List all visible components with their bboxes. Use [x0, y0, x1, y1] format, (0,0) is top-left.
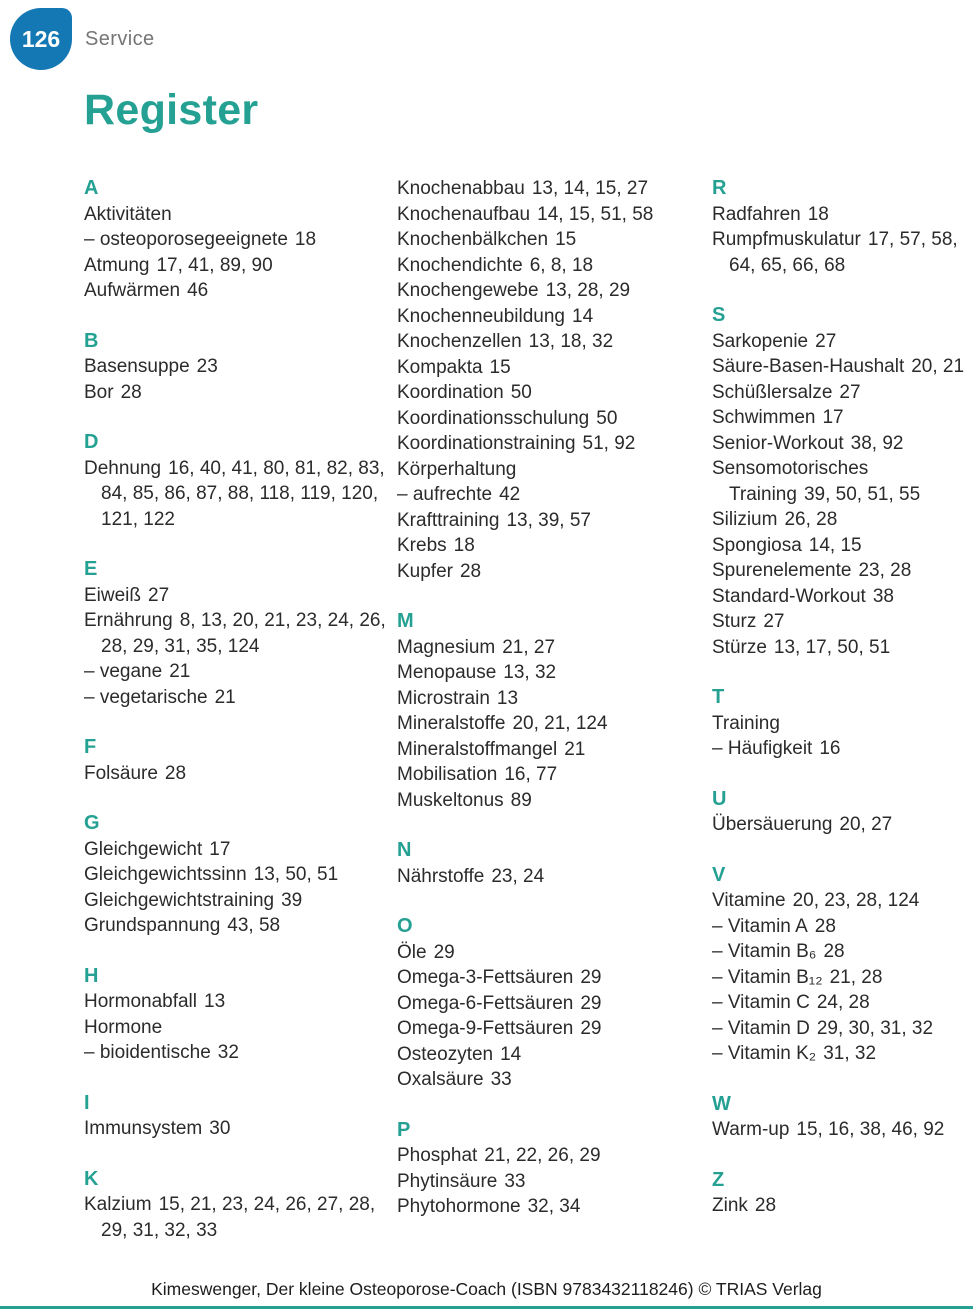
entry-term: Aufwärmen	[84, 280, 181, 301]
entry-pages: 30	[209, 1118, 231, 1139]
index-entry	[397, 788, 704, 814]
section-letter: P	[397, 1118, 411, 1141]
index-entry	[712, 609, 969, 635]
index-entry	[397, 431, 704, 457]
index-entry	[84, 888, 389, 914]
entry-pages: 20, 23, 28, 124	[792, 890, 920, 911]
entry-term: Gleichgewichtssinn	[84, 864, 247, 885]
entry-term: Sarkopenie	[712, 330, 809, 352]
section-letter: T	[712, 686, 725, 708]
entry-term: Dehnung	[84, 457, 162, 479]
index-section	[397, 609, 704, 813]
entry-pages: 38	[872, 585, 894, 607]
index-entry	[84, 253, 389, 279]
index-section	[712, 303, 969, 660]
entry-pages: 43, 58	[227, 915, 281, 936]
entry-pages: 17	[209, 838, 231, 860]
entry-pages: 23, 24	[491, 865, 545, 887]
entry-term: Bor	[84, 381, 114, 403]
index-entry	[397, 406, 704, 432]
index-entry	[712, 1041, 969, 1067]
entry-term: Koordinationsschulung	[397, 407, 590, 429]
index-entry	[84, 354, 389, 380]
entry-pages: 13, 28, 29	[545, 280, 631, 301]
section-letter: S	[712, 304, 726, 326]
entry-pages: 32, 34	[527, 1196, 581, 1217]
index-entry	[712, 380, 969, 406]
entry-term: Knochenabbau	[397, 178, 525, 199]
index-entry	[712, 227, 969, 278]
index-entry	[397, 304, 704, 330]
entry-term: Gleichgewicht	[84, 838, 203, 860]
entry-pages: 51, 92	[582, 433, 636, 454]
index-entry	[397, 559, 704, 585]
entry-pages: 28	[823, 941, 845, 962]
entry-pages: 50	[596, 407, 618, 429]
entry-term: – Vitamin B₁₂	[712, 966, 823, 988]
entry-pages: 28	[459, 560, 482, 582]
entry-term: Kalzium	[84, 1194, 152, 1215]
index-entry	[397, 457, 704, 483]
entry-pages: 18	[294, 229, 317, 250]
index-section	[712, 1168, 969, 1219]
entry-term: Vitamine	[712, 890, 786, 911]
index-entry	[712, 329, 969, 355]
index-entry	[84, 1040, 389, 1066]
index-section	[84, 430, 389, 532]
index-entry	[397, 253, 704, 279]
index-entry	[712, 914, 969, 940]
index-entry	[397, 1169, 704, 1195]
entry-term: Atmung	[84, 254, 150, 276]
index-entry	[712, 736, 969, 762]
section-letter: H	[84, 964, 99, 987]
index-entry	[397, 1016, 704, 1042]
index-entry	[397, 635, 704, 661]
index-entry	[84, 456, 389, 533]
entry-term: Folsäure	[84, 762, 158, 784]
index-entry	[712, 635, 969, 661]
entry-pages: 28	[754, 1195, 777, 1216]
entry-pages: 13, 32	[503, 662, 557, 683]
index-entry	[84, 1015, 389, 1041]
entry-pages: 29	[580, 1018, 602, 1039]
index-entry	[397, 355, 704, 381]
footer-credit: Kimeswenger, Der kleine Osteoporose-Coach (ISBN 9783432118246) © TRIAS Verlag	[151, 1279, 822, 1299]
entry-term: – Vitamin C	[712, 992, 810, 1013]
index-entry	[397, 329, 704, 355]
entry-term: Krafttraining	[397, 509, 500, 531]
page-header	[10, 8, 155, 70]
entry-pages: 29	[580, 992, 602, 1014]
index-entry	[712, 533, 969, 559]
page-number-badge	[10, 8, 72, 70]
entry-pages: 6, 8, 18	[529, 254, 594, 276]
entry-pages: 31, 32	[823, 1043, 877, 1064]
index-entry	[84, 227, 389, 253]
entry-term: Muskeltonus	[397, 789, 504, 811]
entry-term: Körperhaltung	[397, 458, 517, 480]
entry-pages: 17, 41, 89, 90	[156, 254, 273, 276]
section-letter: G	[84, 812, 100, 834]
entry-pages: 15	[489, 356, 511, 378]
entry-pages: 26, 28	[784, 509, 838, 530]
entry-pages: 32	[217, 1042, 239, 1063]
index-entry	[712, 1193, 969, 1219]
entry-pages: 23, 28	[858, 560, 912, 581]
entry-term: Kupfer	[397, 560, 453, 582]
section-letter: U	[712, 787, 727, 810]
entry-pages: 27	[815, 330, 837, 352]
entry-pages: 18	[453, 535, 475, 556]
index-entry	[397, 762, 704, 788]
entry-pages: 23	[196, 356, 218, 377]
index-entry	[84, 913, 389, 939]
index-entry	[84, 1192, 389, 1243]
index-column	[84, 176, 389, 1243]
index-entry	[84, 583, 389, 609]
entry-term: Hormone	[84, 1016, 163, 1038]
entry-pages: 13	[496, 687, 519, 709]
index-entry	[397, 533, 704, 559]
index-section	[84, 176, 389, 304]
index-entry	[84, 862, 389, 888]
index-entry	[712, 558, 969, 584]
entry-term: Krebs	[397, 535, 447, 556]
entry-term: Grundspannung	[84, 915, 221, 936]
entry-term: – Vitamin K₂	[712, 1043, 817, 1064]
index-column	[712, 176, 969, 1219]
entry-term: Phosphat	[397, 1145, 478, 1166]
index-entry	[712, 1016, 969, 1042]
index-section	[712, 685, 969, 762]
entry-pages: 18	[807, 203, 829, 225]
entry-pages: 27	[148, 584, 170, 606]
index-entry	[712, 354, 969, 380]
entry-pages: 14	[572, 305, 594, 327]
entry-term: Schwimmen	[712, 407, 816, 428]
section-letter: M	[397, 610, 414, 632]
entry-pages: 13, 39, 57	[506, 509, 591, 531]
entry-pages: 14, 15, 51, 58	[537, 203, 654, 225]
index-section	[397, 914, 704, 1093]
entry-term: Stürze	[712, 636, 767, 658]
index-entry	[397, 737, 704, 763]
index-entry	[712, 888, 969, 914]
entry-term: – Vitamin D	[712, 1017, 810, 1039]
entry-pages: 21, 28	[829, 966, 883, 988]
section-letter: R	[712, 177, 727, 199]
register-index	[84, 176, 969, 1243]
entry-pages: 27	[763, 611, 785, 632]
entry-pages: 15, 16, 38, 46, 92	[796, 1119, 945, 1140]
index-entry	[712, 812, 969, 838]
entry-pages: 89	[510, 789, 532, 811]
entry-pages: 21	[214, 686, 236, 708]
entry-pages: 15, 21, 23, 24, 26, 27, 28, 29, 31, 32, 33	[101, 1194, 376, 1241]
index-entry	[712, 965, 969, 991]
entry-pages: 21	[564, 738, 586, 760]
index-entry	[397, 278, 704, 304]
entry-term: Schüßlersalze	[712, 381, 833, 403]
index-section	[712, 176, 969, 278]
index-entry	[712, 456, 969, 507]
entry-term: Sturz	[712, 611, 757, 632]
section-letter: K	[84, 1167, 99, 1190]
entry-pages: 21	[169, 661, 191, 682]
entry-pages: 42	[499, 484, 521, 505]
entry-pages: 13	[204, 991, 226, 1012]
index-entry	[397, 202, 704, 228]
entry-pages: 29, 30, 31, 32	[816, 1017, 934, 1039]
entry-term: Phytinsäure	[397, 1170, 498, 1192]
index-entry	[84, 761, 389, 787]
entry-term: – Vitamin A	[712, 915, 808, 937]
entry-term: Omega-3-Fettsäuren	[397, 967, 574, 988]
index-entry	[397, 508, 704, 534]
index-entry	[84, 278, 389, 304]
entry-term: Radfahren	[712, 203, 801, 225]
entry-pages: 13, 17, 50, 51	[773, 636, 891, 658]
entry-term: Spongiosa	[712, 534, 802, 556]
page-number: 126	[21, 25, 61, 52]
index-entry	[397, 1143, 704, 1169]
index-entry	[397, 940, 704, 966]
index-section	[84, 811, 389, 939]
section-letter: V	[712, 863, 726, 886]
index-entry	[397, 1042, 704, 1068]
entry-term: Ernährung	[84, 610, 173, 631]
section-letter: Z	[712, 1168, 725, 1191]
section-letter: F	[84, 736, 97, 758]
entry-term: Koordinationstraining	[397, 433, 576, 454]
entry-term: Kompakta	[397, 356, 483, 378]
entry-pages: 15	[555, 229, 577, 250]
entry-pages: 16, 40, 41, 80, 81, 82, 83, 84, 85, 86, 87, 88, 118, 119, 120, 121, 122	[101, 457, 385, 530]
index-column	[397, 176, 704, 1220]
section-letter: B	[84, 329, 99, 352]
entry-term: Omega-9-Fettsäuren	[397, 1018, 574, 1039]
entry-term: Mineralstoffe	[397, 713, 506, 734]
entry-pages: 21, 27	[502, 636, 556, 658]
entry-pages: 29	[580, 967, 602, 988]
entry-term: Zink	[712, 1195, 748, 1216]
index-entry	[397, 1194, 704, 1220]
entry-term: Standard-Workout	[712, 585, 866, 607]
index-entry	[84, 1116, 389, 1142]
index-entry	[712, 990, 969, 1016]
entry-term: Osteozyten	[397, 1043, 494, 1065]
entry-term: Gleichgewichtstraining	[84, 889, 275, 911]
entry-pages: 33	[504, 1170, 526, 1192]
entry-pages: 17	[822, 407, 844, 428]
entry-term: Mobilisation	[397, 764, 498, 785]
index-entry	[397, 176, 704, 202]
index-section	[84, 1167, 389, 1244]
entry-term: Öle	[397, 941, 427, 963]
index-entry	[712, 711, 969, 737]
index-section	[84, 329, 389, 406]
entry-term: Spurenelemente	[712, 560, 852, 581]
entry-pages: 16	[819, 738, 841, 759]
index-section	[84, 964, 389, 1066]
entry-term: Sensomotorisches Training	[712, 458, 869, 505]
index-entry	[84, 202, 389, 228]
entry-term: Menopause	[397, 662, 497, 683]
entry-pages: 27	[839, 381, 861, 403]
index-entry	[397, 227, 704, 253]
index-section	[397, 1118, 704, 1220]
entry-pages: 24, 28	[816, 992, 870, 1013]
entry-pages: 46	[187, 280, 209, 301]
entry-term: Warm-up	[712, 1119, 790, 1140]
entry-term: – Häufigkeit	[712, 738, 813, 759]
entry-term: – bioidentische	[84, 1042, 211, 1063]
entry-pages: 13, 14, 15, 27	[531, 178, 649, 199]
entry-pages: 28	[164, 762, 187, 784]
entry-term: Rumpfmuskulatur	[712, 229, 861, 250]
index-section	[712, 863, 969, 1067]
entry-term: Aktivitäten	[84, 203, 172, 225]
index-section	[397, 176, 704, 584]
index-entry	[84, 608, 389, 659]
entry-pages: 14	[500, 1043, 522, 1065]
entry-term: – aufrechte	[397, 484, 493, 505]
entry-term: Knochenaufbau	[397, 203, 531, 225]
index-entry	[712, 584, 969, 610]
index-entry	[712, 405, 969, 431]
section-letter: N	[397, 839, 412, 861]
index-entry	[712, 202, 969, 228]
entry-pages: 20, 21, 124	[512, 713, 608, 734]
index-section	[84, 557, 389, 710]
entry-term: Nährstoffe	[397, 865, 485, 887]
index-entry	[712, 507, 969, 533]
entry-term: Immunsystem	[84, 1118, 203, 1139]
entry-term: Säure-Basen-Haushalt	[712, 356, 905, 377]
index-entry	[84, 685, 389, 711]
entry-term: Knochenzellen	[397, 331, 522, 352]
entry-term: Übersäuerung	[712, 814, 833, 835]
entry-pages: 38, 92	[850, 432, 904, 454]
entry-pages: 21, 22, 26, 29	[484, 1145, 601, 1166]
section-letter: W	[712, 1092, 731, 1115]
entry-term: Microstrain	[397, 687, 490, 709]
entry-term: Knochendichte	[397, 254, 523, 276]
entry-pages: 8, 13, 20, 21, 23, 24, 26, 28, 29, 31, 35, 124	[101, 610, 386, 657]
entry-term: Senior-Workout	[712, 432, 844, 454]
entry-term: – Vitamin B₆	[712, 941, 817, 962]
entry-pages: 17, 57, 58, 64, 65, 66, 68	[729, 229, 958, 276]
entry-pages: 13, 18, 32	[528, 331, 614, 352]
entry-term: Silizium	[712, 509, 778, 530]
entry-term: Eiweiß	[84, 584, 142, 606]
index-entry	[397, 660, 704, 686]
index-section	[84, 1091, 389, 1142]
entry-pages: 50	[510, 382, 532, 403]
entry-term: Training	[712, 712, 780, 734]
index-entry	[397, 864, 704, 890]
index-entry	[397, 965, 704, 991]
entry-pages: 29	[433, 941, 455, 963]
entry-term: Magnesium	[397, 636, 496, 658]
index-entry	[84, 659, 389, 685]
entry-pages: 20, 21	[911, 356, 965, 377]
section-letter: O	[397, 915, 413, 937]
entry-term: Phytohormone	[397, 1196, 521, 1217]
entry-term: Omega-6-Fettsäuren	[397, 992, 574, 1014]
entry-pages: 16, 77	[504, 764, 558, 785]
entry-pages: 20, 27	[839, 814, 893, 835]
page-title: Register	[84, 86, 259, 134]
index-section	[712, 1092, 969, 1143]
index-entry	[397, 380, 704, 406]
entry-pages: 39, 50, 51, 55	[803, 483, 921, 505]
index-entry	[84, 380, 389, 406]
entry-term: Hormonabfall	[84, 991, 197, 1012]
entry-term: Koordination	[397, 382, 504, 403]
entry-term: Knochengewebe	[397, 280, 539, 301]
section-letter: A	[84, 177, 99, 199]
entry-pages: 13, 50, 51	[253, 864, 339, 885]
entry-pages: 14, 15	[808, 534, 862, 556]
entry-term: Knochenneubildung	[397, 305, 565, 327]
entry-term: – vegetarische	[84, 686, 208, 708]
index-entry	[397, 1067, 704, 1093]
entry-term: Knochenbälkchen	[397, 229, 549, 250]
index-entry	[397, 991, 704, 1017]
index-entry	[84, 837, 389, 863]
index-section	[84, 735, 389, 786]
index-entry	[712, 431, 969, 457]
index-section	[712, 787, 969, 838]
entry-term: Oxalsäure	[397, 1069, 484, 1090]
index-section	[397, 838, 704, 889]
index-entry	[397, 711, 704, 737]
index-entry	[712, 939, 969, 965]
entry-pages: 39	[281, 889, 303, 911]
entry-term: Basensuppe	[84, 356, 190, 377]
index-entry	[712, 1117, 969, 1143]
running-head-label: Service	[85, 27, 155, 50]
index-entry	[397, 482, 704, 508]
section-letter: D	[84, 431, 99, 453]
section-letter: I	[84, 1091, 90, 1114]
entry-pages: 33	[490, 1069, 512, 1090]
entry-pages: 28	[814, 915, 836, 937]
entry-term: – vegane	[84, 661, 163, 682]
section-letter: E	[84, 558, 98, 580]
entry-pages: 28	[120, 381, 142, 403]
index-entry	[84, 989, 389, 1015]
entry-term: Mineralstoffmangel	[397, 738, 558, 760]
index-entry	[397, 686, 704, 712]
entry-term: – osteoporosegeeignete	[84, 229, 288, 250]
